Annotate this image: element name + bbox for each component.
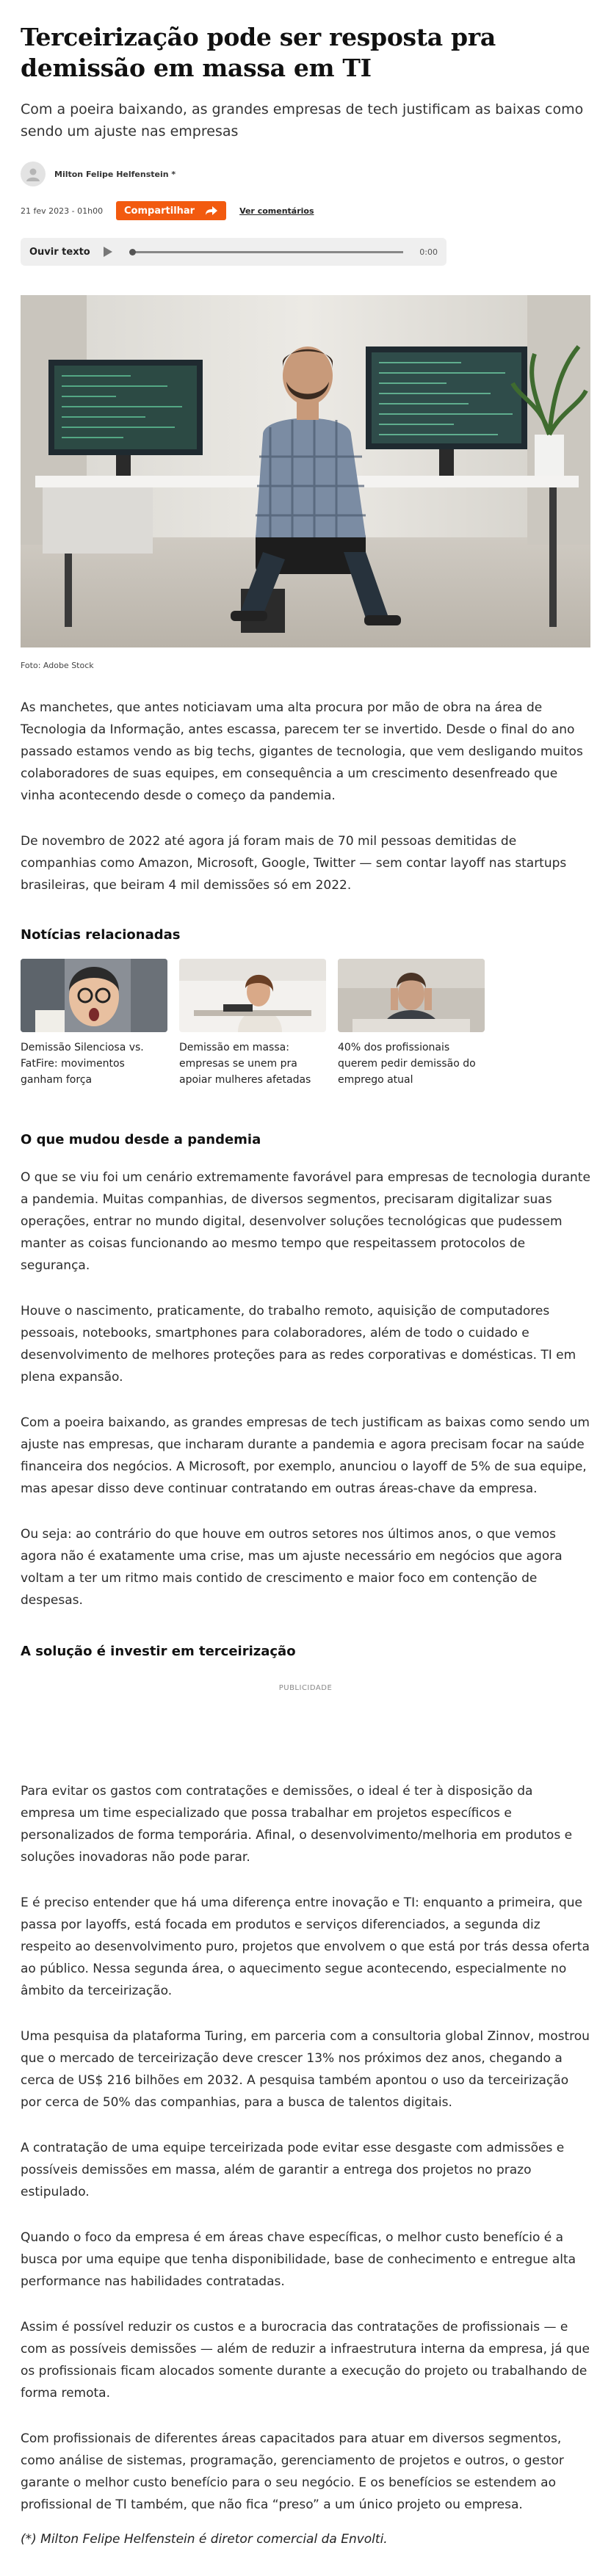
body-paragraph: Assim é possível reduzir os custos e a burocracia das contratações de profissionais — e com as possíveis demissões — além de reduzir a infraestrutura interna da empresa, já que os profissionais ficam alocados somente durante a execução do projeto ou trabalhando de forma remota. <box>21 2320 590 2401</box>
body-paragraph: Quando o foco da empresa é em áreas chave específicas, o melhor custo benefício é a busca por uma equipe que tenha disponibilidade, base de conhecimento e entregue alta performance nas habilidades contratadas. <box>21 2230 576 2289</box>
audio-progress-handle[interactable] <box>129 249 136 255</box>
related-news-image <box>338 959 485 1032</box>
author-name[interactable]: Milton Felipe Helfenstein * <box>54 169 176 179</box>
author-footnote: (*) Milton Felipe Helfenstein é diretor comercial da Envolti. <box>21 2532 388 2547</box>
body-paragraph: E é preciso entender que há uma diferença entre inovação e TI: enquanto a primeira, que passa por layoffs, está focada em produtos e serviços diferenciados, a segunda diz respeito ao desenvolvimento puro, projetos que envolvem o que está por trás dessa oferta ao público. Nessa segunda área, o aquecimento segue acontecendo, especialmente no âmbito da terceirização. <box>21 1895 590 1998</box>
body-paragraph: A contratação de uma equipe terceirizada pode evitar esse desgaste com admissões e possíveis demissões em massa, além de garantir a entrega dos projetos no prazo estipulado. <box>21 2141 565 2199</box>
audio-progress-track[interactable] <box>131 251 404 253</box>
body-paragraph: Com a poeira baixando, as grandes empresas de tech justificam as baixas como sendo um ajuste nas empresas, que incharam durante a pandemia e agora precisam focar na saúde financeira dos negócios. A Microsoft, por exemplo, anunciou o layoff de 5% de sua equipe, mas apesar disso deve continuar contratando em outras áreas-chave da empresa. <box>21 1415 590 1496</box>
publish-date: 21 fev 2023 - 01h00 <box>21 206 104 216</box>
related-news-list <box>21 959 590 1088</box>
body-paragraph: Com profissionais de diferentes áreas capacitados para atuar em diversos segmentos, como análise de sistemas, programação, gerenciamento de projetos e outros, o gestor garante o melhor custo benefício para o seu negócio. E os benefícios se estendem ao profissional de TI também, que não fica “preso” a um único projeto ou empresa. <box>21 2431 564 2512</box>
photo-caption: Foto: Adobe Stock <box>21 661 94 670</box>
comments-link[interactable]: Ver comentários <box>239 206 314 216</box>
article-subtitle: Com a poeira baixando, as grandes empresas de tech justificam as baixas como sendo um ajuste nas empresas <box>21 101 584 139</box>
audio-player <box>21 238 446 266</box>
body-paragraph: Ou seja: ao contrário do que houve em outros setores nos últimos anos, o que vemos agora não é exatamente uma crise, mas um ajuste necessário em negócios que agora voltam a ter um ritmo mais contido de crescimento e maior foco em contenção de despesas. <box>21 1527 563 1608</box>
body-paragraph: Uma pesquisa da plataforma Turing, em parceria com a consultoria global Zinnov, mostrou que o mercado de terceirização deve crescer 13% nos próximos dez anos, chegando a cerca de US$ 216 bilhões em 2032. A pesquisa também apontou o uso da terceirização por cerca de 50% das companhias, para a busca de talentos digitais. <box>21 2029 590 2110</box>
play-icon[interactable] <box>104 247 112 257</box>
body-paragraph: O que se viu foi um cenário extremamente favorável para empresas de tecnologia durante a pandemia. Muitas companhias, de diversos segmentos, precisaram digitalizar suas operações, entrar no mundo digital, desenvolver soluções tecnológicas que pudessem manter as coisas funcionando ao mesmo tempo que respeitassem protocolos de segurança. <box>21 1170 590 1273</box>
body-paragraph: Houve o nascimento, praticamente, do trabalho remoto, aquisição de computadores pessoais, notebooks, smartphones para colaboradores, além de todo o cuidado e desenvolvimento de melhores proteções para as redes corporativas e domésticas. TI em plena expansão. <box>21 1304 576 1385</box>
avatar <box>21 162 46 186</box>
article-title: Terceirização pode ser resposta pra demissão em massa em TI <box>21 23 496 82</box>
share-button[interactable] <box>116 201 226 220</box>
related-news-text: Demissão Silenciosa vs. FatFire: movimentos ganham força <box>21 1042 144 1086</box>
related-news-card[interactable] <box>338 959 485 1088</box>
ad-label: PUBLICIDADE <box>278 1684 333 1692</box>
related-news-image <box>179 959 326 1032</box>
related-news-text: 40% dos profissionais querem pedir demissão do emprego atual <box>338 1042 476 1086</box>
related-news-text: Demissão em massa: empresas se unem pra apoiar mulheres afetadas <box>179 1042 311 1086</box>
share-arrow-icon <box>205 206 218 216</box>
user-icon <box>25 166 41 182</box>
related-news-card[interactable] <box>179 959 326 1088</box>
related-news-image <box>21 959 167 1032</box>
audio-label: Ouvir texto <box>29 246 90 258</box>
body-paragraph: Para evitar os gastos com contratações e demissões, o ideal é ter à disposição da empresa um time especializado que possa trabalhar em projetos específicos e personalizados de forma temporária. Afinal, o desenvolvimento/melhoria em produtos e soluções inovadoras não pode parar. <box>21 1784 573 1865</box>
ad-slot[interactable] <box>21 1692 590 1780</box>
hero-photo <box>21 295 590 647</box>
meta-row <box>21 201 590 220</box>
related-news-title: Notícias relacionadas <box>21 927 181 943</box>
author-row <box>21 162 590 186</box>
intro-paragraph: As manchetes, que antes noticiavam uma alta procura por mão de obra na área de Tecnologia da Informação, antes escassa, parecem ter se invertido. Desde o final do ano passado estamos vendo as big techs, gigantes de tecnologia, que vem desligando muitos colaboradores de suas equipes, em consequência a um crescimento desenfreado que vinha acontecendo desde o começo da pandemia. <box>21 700 583 803</box>
section-heading: O que mudou desde a pandemia <box>21 1132 261 1147</box>
section-heading: A solução é investir em terceirização <box>21 1644 296 1659</box>
intro-paragraph: De novembro de 2022 até agora já foram mais de 70 mil pessoas demitidas de companhias como Amazon, Microsoft, Google, Twitter — sem contar layoff nas startups brasileiras, que beiram 4 mil demissões só em 2022. <box>21 834 567 893</box>
share-label: Compartilhar <box>124 205 195 217</box>
related-news-card[interactable] <box>21 959 167 1088</box>
audio-time: 0:00 <box>419 247 438 257</box>
